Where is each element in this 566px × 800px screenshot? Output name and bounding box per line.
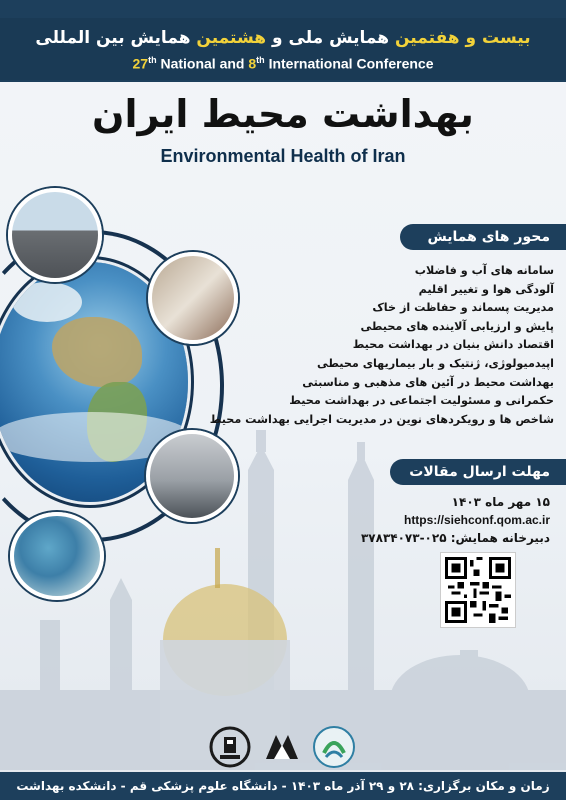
list-item: پایش و ارزیابی آلاینده های محیطی — [360, 319, 554, 333]
conference-title-en: Environmental Health of Iran — [160, 146, 406, 166]
edition-8-suffix: th — [256, 55, 265, 65]
conference-title-fa: بهداشت محیط ایران — [92, 92, 474, 136]
qr-code-icon[interactable] — [440, 552, 516, 628]
faculty-logo-icon — [260, 725, 304, 769]
list-item: مدیریت پسماند و حفاظت از خاک — [372, 301, 554, 315]
list-item: اقتصاد دانش بنیان در بهداشت محیط — [352, 338, 554, 352]
conference-edition-en — [0, 55, 566, 72]
deadline-date: ۱۵ مهر ماه ۱۴۰۳ — [451, 495, 550, 509]
international-label-en: International Conference — [268, 55, 434, 72]
edition-27-number: 27 — [132, 55, 149, 72]
national-label-fa: همایش ملی و — [272, 28, 390, 48]
national-label-en: National and — [160, 55, 245, 72]
health-logo-icon — [312, 725, 356, 769]
list-item: آلودگی هوا و تغییر اقلیم — [418, 282, 554, 296]
university-logo-icon — [208, 725, 252, 769]
website-link[interactable]: https://siehconf.qom.ac.ir — [403, 513, 550, 527]
sponsor-logos — [200, 725, 360, 771]
water-treatment-photo — [10, 512, 104, 600]
footer-event-info: زمان و مکان برگزاری: ۲۸ و ۲۹ آذر ماه ۱۴۰۳ - دانشگاه علوم پزشکی قم - دانشکده بهداشت — [0, 772, 566, 800]
international-label-fa: همایش بین المللی — [35, 28, 191, 48]
list-item: شاخص ها و رویکردهای نوین در مدیریت اجرایی بهداشت محیط — [209, 412, 554, 426]
edition-27-fa: بیست و هفتمین — [395, 28, 531, 48]
list-item: اپیدمیولوژی، ژنتیک و بار بیماریهای محیطی — [317, 356, 554, 370]
list-item: بهداشت محیط در آئین های مذهبی و مناسبتی — [302, 375, 554, 389]
edition-27-suffix: th — [148, 55, 157, 65]
deadline-heading: مهلت ارسال مقالات — [390, 459, 566, 485]
list-item: سامانه های آب و فاضلاب — [414, 264, 554, 277]
topics-heading: محور های همایش — [400, 224, 566, 250]
industrial-smoke-photo — [146, 430, 238, 522]
conference-edition-fa — [0, 28, 566, 48]
list-item: حکمرانی و مسئولیت اجتماعی در بهداشت محیط — [289, 394, 554, 408]
edition-8-number: 8 — [248, 55, 257, 72]
landfill-photo — [8, 188, 102, 282]
topics-list — [209, 262, 554, 429]
secretariat-phone: دبیرخانه همایش: ۰۲۵-۳۷۸۳۴۰۷۳ — [360, 531, 550, 545]
edition-8-fa: هشتمین — [196, 28, 267, 48]
deadline-details — [361, 493, 550, 547]
